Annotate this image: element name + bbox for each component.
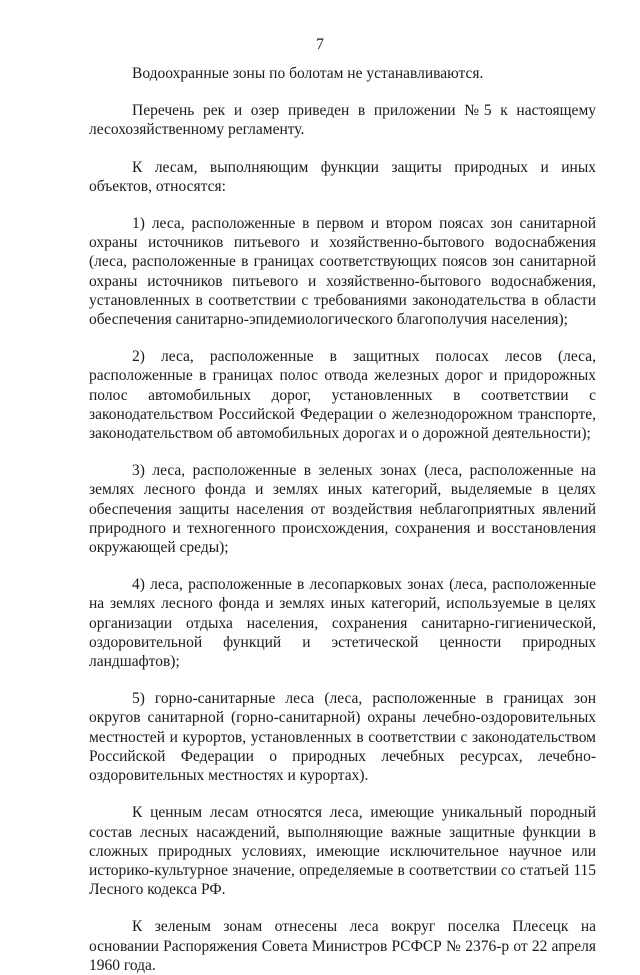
paragraph-green-zones-plesetsk: К зеленым зонам отнесены леса вокруг поселка Плесецк на основании Распоряжения Совета Министров РСФСР № 2376-р от 22 апреля 1960 года. [89, 918, 596, 974]
page-number: 7 [316, 36, 324, 53]
list-item-green-zones: 3) леса, расположенные в зеленых зонах (леса, расположенные на землях лесного фонда и землях иных категорий, выделяемые в целях обеспечения защиты населения от воздействия неблагоприятных явлений природного и техногенного происхождения, сохранения и восстановления окружающей среды); [89, 462, 596, 557]
paragraph-rivers-lakes-list: Перечень рек и озер приведен в приложении №5 к настоящему лесохозяйственному регламенту. [89, 102, 596, 139]
document-body [89, 64, 596, 975]
paragraph-water-protection-zones: Водоохранные зоны по болотам не устанавливаются. [132, 65, 484, 82]
paragraph-protective-forests-intro: К лесам, выполняющим функции защиты природных и иных объектов, относятся: [89, 158, 596, 195]
list-item-sanitary-zones: 1) леса, расположенные в первом и втором поясах зон санитарной охраны источников питьевого и хозяйственно-бытового водоснабжения (леса, расположенные в границах соответствующих поясов зон санитарной охраны источников питьевого и хозяйственно-бытового водоснабжения, установленных в соответствии с требованиями законодательства в области обеспечения санитарно-эпидемиологического благополучия населения); [89, 215, 596, 329]
list-item-forest-park-zones: 4) леса, расположенные в лесопарковых зонах (леса, расположенные на землях лесного фонда и землях иных категорий, используемые в целях организации отдыха населения, сохранения санитарно-гигиенической, оздоровительной функций и эстетической ценности природных ландшафтов); [89, 576, 596, 671]
list-item-mountain-sanitary-forests: 5) горно-санитарные леса (леса, расположенные в границах зон округов санитарной (горно-санитарной) охраны лечебно-оздоровительных местностей и курортов, установленных в соответствии с законодательством Российской Федерации о природных лечебных ресурсах, лечебно-оздоровительных местностях и курортах). [89, 690, 596, 785]
paragraph-valuable-forests: К ценным лесам относятся леса, имеющие уникальный породный состав лесных насаждений, выполняющие важные защитные функции в сложных природных условиях, имеющие исключительное научное или историко-культурное значение, определяемые в соответствии со статьей 115 Лесного кодекса РФ. [89, 804, 596, 899]
list-item-protective-strips: 2) леса, расположенные в защитных полосах лесов (леса, расположенные в границах полос отвода железных дорог и придорожных полос автомобильных дорог, установленных в соответствии с законодательством Российской Федерации о железнодорожном транспорте, законодательством об автомобильных дорогах и о дорожной деятельности); [89, 348, 596, 443]
